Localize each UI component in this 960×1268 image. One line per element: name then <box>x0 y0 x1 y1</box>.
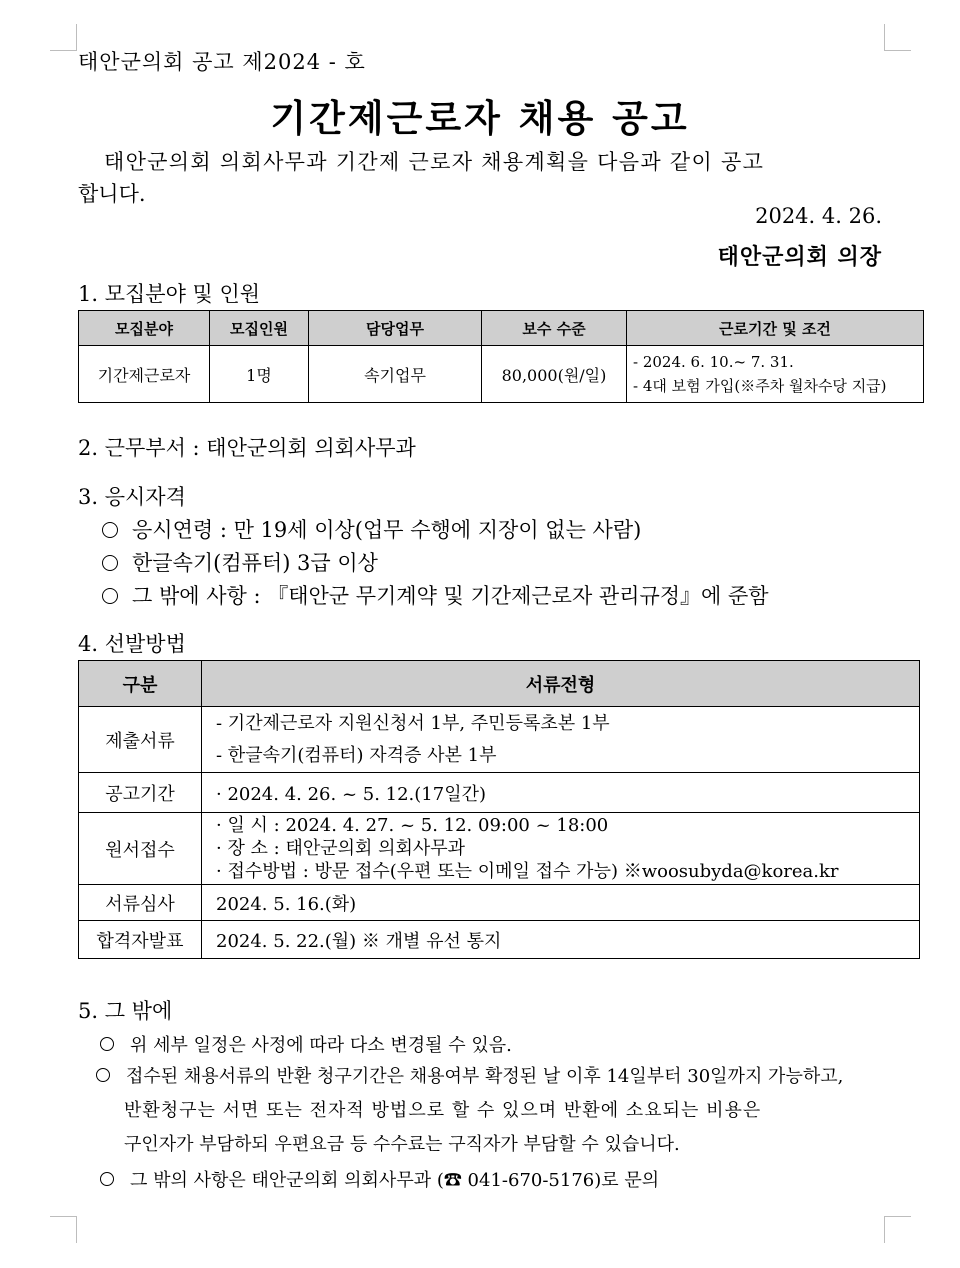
list-item: 그 밖에 사항 : 『태안군 무기계약 및 기간제근로자 관리규정』에 준함 <box>102 580 769 610</box>
intro-text-continued: 합니다. <box>78 182 146 206</box>
row-label: 원서접수 <box>79 813 202 885</box>
section-heading-department: 2. 근무부서 : 태안군의회 의회사무과 <box>78 436 416 460</box>
section-heading-other: 5. 그 밖에 <box>78 999 173 1023</box>
row-value: 2024. 5. 16.(화) <box>202 885 920 921</box>
table-row <box>79 346 924 403</box>
table-row <box>79 885 920 921</box>
page-corner-mark <box>884 1216 911 1243</box>
section-heading-recruitment: 1. 모집분야 및 인원 <box>78 282 261 306</box>
circle-bullet-icon <box>102 555 118 571</box>
circle-bullet-icon <box>102 588 118 604</box>
section-heading-qualifications: 3. 응시자격 <box>78 485 186 509</box>
table-row <box>79 773 920 813</box>
column-header: 근로기간 및 조건 <box>627 311 924 346</box>
page-corner-mark <box>884 24 911 51</box>
circle-bullet-icon <box>102 522 118 538</box>
notice-date: 2024. 4. 26. <box>755 204 882 228</box>
column-header: 모집분야 <box>79 311 210 346</box>
row-label: 제출서류 <box>79 707 202 773</box>
signer: 태안군의회 의장 <box>717 244 882 270</box>
page-title: 기간제근로자 채용 공고 <box>270 97 690 140</box>
column-header: 보수 수준 <box>482 311 627 346</box>
intro-text: 태안군의회 의회사무과 기간제 근로자 채용계획을 다음과 같이 공고 <box>104 150 765 174</box>
list-item: 응시연령 : 만 19세 이상(업무 수행에 지장이 없는 사람) <box>102 514 641 544</box>
notice-number: 태안군의회 공고 제2024 - 호 <box>78 50 366 74</box>
table-header-row <box>79 661 920 707</box>
cell-pay: 80,000(원/일) <box>482 346 627 403</box>
selection-table <box>78 660 920 959</box>
recruitment-table <box>78 310 924 403</box>
row-label: 합격자발표 <box>79 921 202 959</box>
row-label: 공고기간 <box>79 773 202 813</box>
row-label: 서류심사 <box>79 885 202 921</box>
list-item: 한글속기(컴퓨터) 3급 이상 <box>102 547 378 577</box>
list-item: 위 세부 일정은 사정에 따라 다소 변경될 수 있음. <box>100 1031 512 1057</box>
condition-insurance: - 4대 보험 가입(※주차 월차수당 지급) <box>633 377 887 395</box>
page-corner-mark <box>50 24 77 51</box>
circle-bullet-icon <box>100 1037 114 1051</box>
cell-duty: 속기업무 <box>309 346 482 403</box>
row-value: - 기간제근로자 지원신청서 1부, 주민등록초본 1부 - 한글속기(컴퓨터) 자격증 사본 1부 <box>202 707 920 773</box>
table-row <box>79 707 920 773</box>
circle-bullet-icon <box>100 1172 114 1186</box>
column-header: 서류전형 <box>202 661 920 707</box>
column-header: 모집인원 <box>210 311 309 346</box>
list-item: 그 밖의 사항은 태안군의회 의회사무과 (☎ 041-670-5176)로 문의 <box>100 1166 659 1192</box>
list-item-continued: 구인자가 부담하되 우편요금 등 수수료는 구직자가 부담할 수 있습니다. <box>124 1134 680 1155</box>
column-header: 구분 <box>79 661 202 707</box>
list-item-continued: 반환청구는 서면 또는 전자적 방법으로 할 수 있으며 반환에 소요되는 비용은 <box>124 1100 762 1121</box>
table-row <box>79 921 920 959</box>
list-item: 접수된 채용서류의 반환 청구기간은 채용여부 확정된 날 이후 14일부터 30일까지 가능하고, <box>96 1062 843 1088</box>
row-value: 2024. 5. 22.(월) ※ 개별 유선 통지 <box>202 921 920 959</box>
page-corner-mark <box>50 1216 77 1243</box>
table-header-row <box>79 311 924 346</box>
cell-field: 기간제근로자 <box>79 346 210 403</box>
cell-count: 1명 <box>210 346 309 403</box>
circle-bullet-icon <box>96 1068 110 1082</box>
row-value: · 일 시 : 2024. 4. 27. ~ 5. 12. 09:00 ~ 18:00 · 장 소 : 태안군의회 의회사무과 · 접수방법 : 방문 접수(우편 또는 이메일 접수 가능) ※woosubyda@korea.kr <box>202 813 920 885</box>
column-header: 담당업무 <box>309 311 482 346</box>
cell-conditions <box>627 346 924 403</box>
table-row <box>79 813 920 885</box>
row-value: · 2024. 4. 26. ~ 5. 12.(17일간) <box>202 773 920 813</box>
section-heading-selection: 4. 선발방법 <box>78 632 186 656</box>
condition-period: - 2024. 6. 10.~ 7. 31. <box>633 353 794 371</box>
